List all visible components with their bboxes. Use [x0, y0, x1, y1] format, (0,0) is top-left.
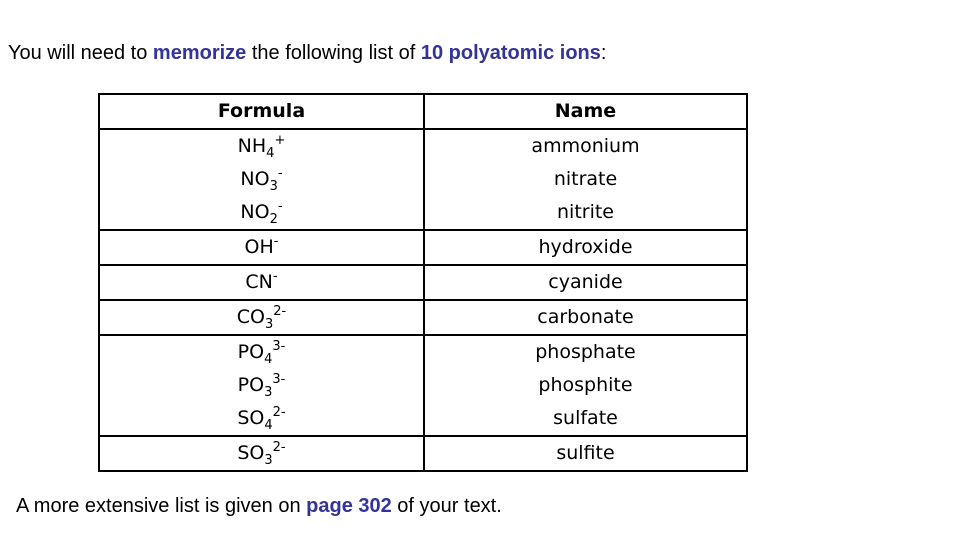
formula-cell: [99, 163, 424, 196]
table-row: [99, 196, 747, 230]
formula-column-header: Formula: [99, 94, 424, 129]
outro-highlight-page: page 302: [306, 495, 392, 517]
formula-charge: 3-: [272, 372, 286, 387]
ion-name-cell: sulfate: [424, 402, 747, 436]
table-row: [99, 230, 747, 265]
ion-name-cell: cyanide: [424, 265, 747, 300]
formula-base: SO: [237, 407, 265, 429]
ion-name-cell: nitrite: [424, 196, 747, 230]
outro-text-1: A more extensive list is given on: [16, 495, 307, 517]
table-row: [99, 436, 747, 471]
ion-name-cell: phosphite: [424, 369, 747, 402]
formula-charge: -: [277, 199, 283, 214]
formula-charge: +: [274, 133, 286, 148]
formula-base: SO: [237, 442, 265, 464]
formula-subscript: 3: [269, 179, 278, 194]
ion-name-cell: phosphate: [424, 335, 747, 369]
formula-cell: [99, 300, 424, 335]
ion-name-cell: nitrate: [424, 163, 747, 196]
formula-base: PO: [237, 341, 265, 363]
table-row: [99, 300, 747, 335]
formula-base: CO: [236, 306, 265, 328]
ion-name-cell: hydroxide: [424, 230, 747, 265]
outro-text-2: of your text.: [391, 495, 502, 517]
formula-cell: [99, 129, 424, 163]
formula-base: CN: [245, 271, 273, 293]
table-row: [99, 129, 747, 163]
polyatomic-ions-table: [98, 93, 748, 472]
table-row: [99, 369, 747, 402]
formula-base: NO: [240, 201, 270, 223]
ion-name-cell: sulfite: [424, 436, 747, 471]
formula-subscript: 4: [266, 146, 275, 161]
formula-charge: 2-: [273, 304, 287, 319]
table-header-row: [99, 94, 747, 129]
formula-subscript: 4: [264, 352, 273, 367]
formula-subscript: 2: [269, 212, 278, 227]
formula-cell: [99, 230, 424, 265]
intro-sentence: [8, 39, 606, 67]
formula-base: NO: [240, 168, 270, 190]
table-row: [99, 335, 747, 369]
formula-charge: -: [277, 166, 283, 181]
formula-charge: -: [273, 234, 279, 249]
intro-highlight-ion-count: 10 polyatomic ions: [420, 42, 601, 64]
formula-cell: [99, 196, 424, 230]
intro-text-1: You will need to: [8, 42, 153, 64]
formula-cell: [99, 335, 424, 369]
ion-name-cell: carbonate: [424, 300, 747, 335]
table-row: [99, 265, 747, 300]
formula-charge: 2-: [272, 405, 286, 420]
formula-cell: [99, 265, 424, 300]
formula-subscript: 4: [264, 418, 273, 433]
formula-subscript: 3: [264, 385, 273, 400]
formula-cell: [99, 369, 424, 402]
intro-text-3: :: [600, 42, 607, 64]
formula-cell: [99, 436, 424, 471]
ion-name-cell: ammonium: [424, 129, 747, 163]
formula-cell: [99, 402, 424, 436]
formula-subscript: 3: [264, 317, 274, 332]
name-column-header: Name: [424, 94, 747, 129]
formula-subscript: 3: [264, 453, 273, 468]
intro-text-2: the following list of: [246, 42, 421, 64]
formula-base: OH: [244, 236, 274, 258]
table-row: [99, 163, 747, 196]
formula-charge: 3-: [272, 339, 286, 354]
formula-base: NH: [237, 135, 267, 157]
outro-sentence: [16, 492, 502, 520]
intro-highlight-memorize: memorize: [152, 42, 247, 64]
formula-base: PO: [237, 374, 265, 396]
formula-charge: -: [272, 269, 278, 284]
table-row: [99, 402, 747, 436]
formula-charge: 2-: [272, 440, 286, 455]
